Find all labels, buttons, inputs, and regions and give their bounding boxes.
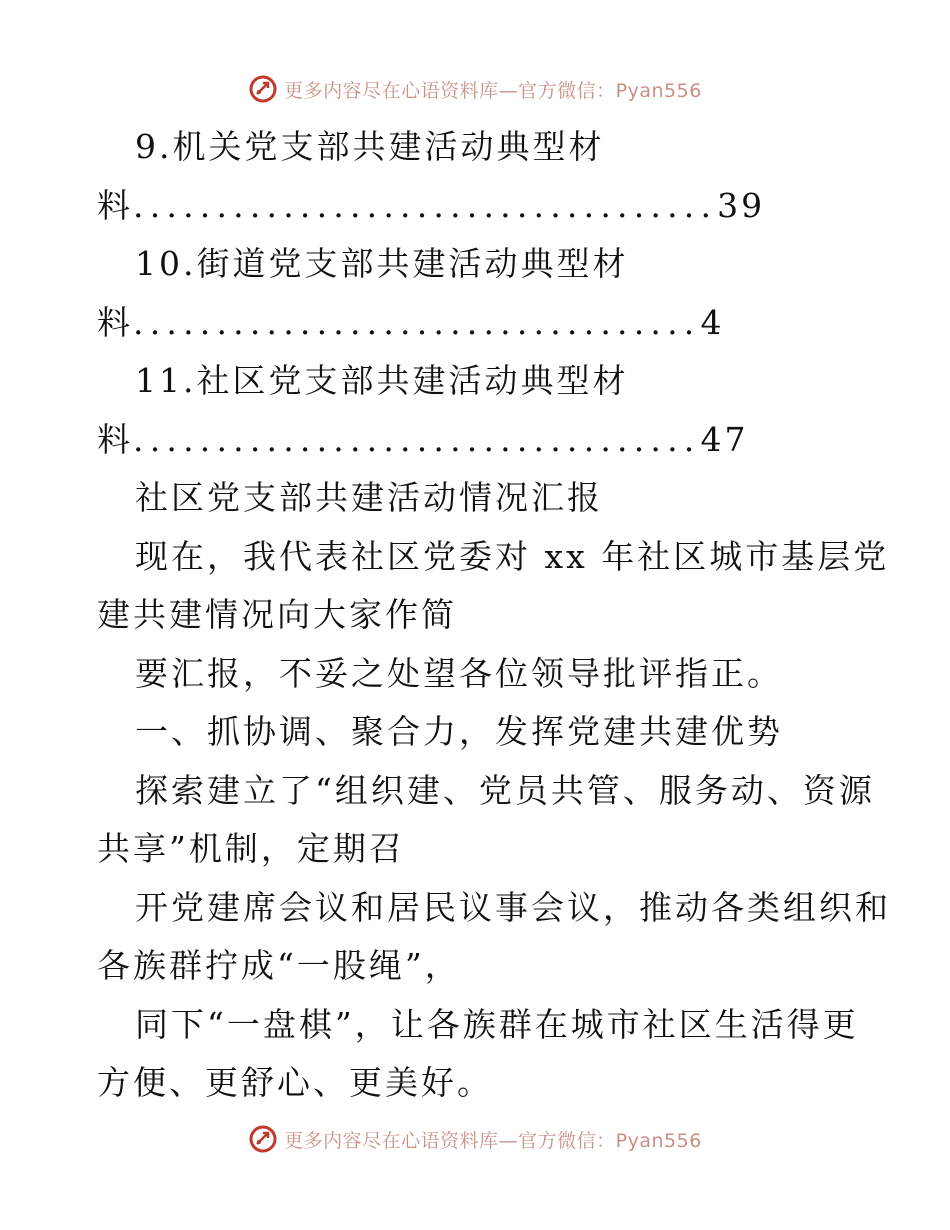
toc-entry-9-title: 9.机关党支部共建活动典型材 [135, 127, 605, 166]
toc-entry-11-page: 47 [700, 419, 749, 459]
paragraph-2: 要汇报，不妥之处望各位领导批评指正。 [135, 653, 783, 693]
paragraph-3-line-2: 共享”机制，定期召 [97, 829, 405, 868]
logo-icon [248, 74, 278, 104]
toc-leader-dots: .................................. [133, 302, 701, 342]
paragraph-3-line-1: 探索建立了“组织建、党员共管、服务动、资源 [135, 770, 875, 810]
section-heading-1: 一、抓协调、聚合力，发挥党建共建优势 [135, 712, 783, 751]
toc-entry-9-cont: 料 [97, 185, 133, 225]
watermark-text: 更多内容尽在心语资料库—官方微信：Pyan556 [284, 1129, 702, 1152]
toc-entry-10-page: 4 [700, 302, 725, 342]
toc-entry-11-title: 11.社区党支部共建活动典型材 [135, 361, 629, 400]
logo-icon [248, 1124, 278, 1154]
toc-entry-10-cont: 料 [97, 302, 133, 342]
report-heading: 社区党支部共建活动情况汇报 [135, 478, 603, 517]
paragraph-4-line-2: 各族群拧成“一股绳”， [97, 946, 461, 985]
watermark-header [0, 74, 950, 104]
paragraph-5-line-2: 方便、更舒心、更美好。 [97, 1063, 493, 1102]
toc-entry-10-title: 10.街道党支部共建活动典型材 [135, 244, 629, 283]
paragraph-4-line-1: 开党建席会议和居民议事会议，推动各类组织和 [135, 887, 891, 927]
paragraph-1-line-1: 现在，我代表社区党委对 xx 年社区城市基层党 [135, 536, 890, 576]
toc-leader-dots: ................................... [133, 185, 718, 225]
toc-entry-9-leader-row [97, 177, 857, 236]
toc-entry-11-leader-row [97, 411, 857, 470]
document-body [97, 118, 891, 1113]
toc-entry-10-leader-row [97, 294, 857, 353]
toc-leader-dots: .................................. [133, 419, 701, 459]
paragraph-5-line-1: 同下“一盘棋”，让各族群在城市社区生活得更 [135, 1004, 859, 1044]
watermark-text: 更多内容尽在心语资料库—官方微信：Pyan556 [284, 79, 702, 102]
watermark-footer [0, 1124, 950, 1154]
paragraph-1-line-2: 建共建情况向大家作简 [97, 595, 457, 634]
toc-entry-11-cont: 料 [97, 419, 133, 459]
toc-entry-9-page: 39 [717, 185, 766, 225]
